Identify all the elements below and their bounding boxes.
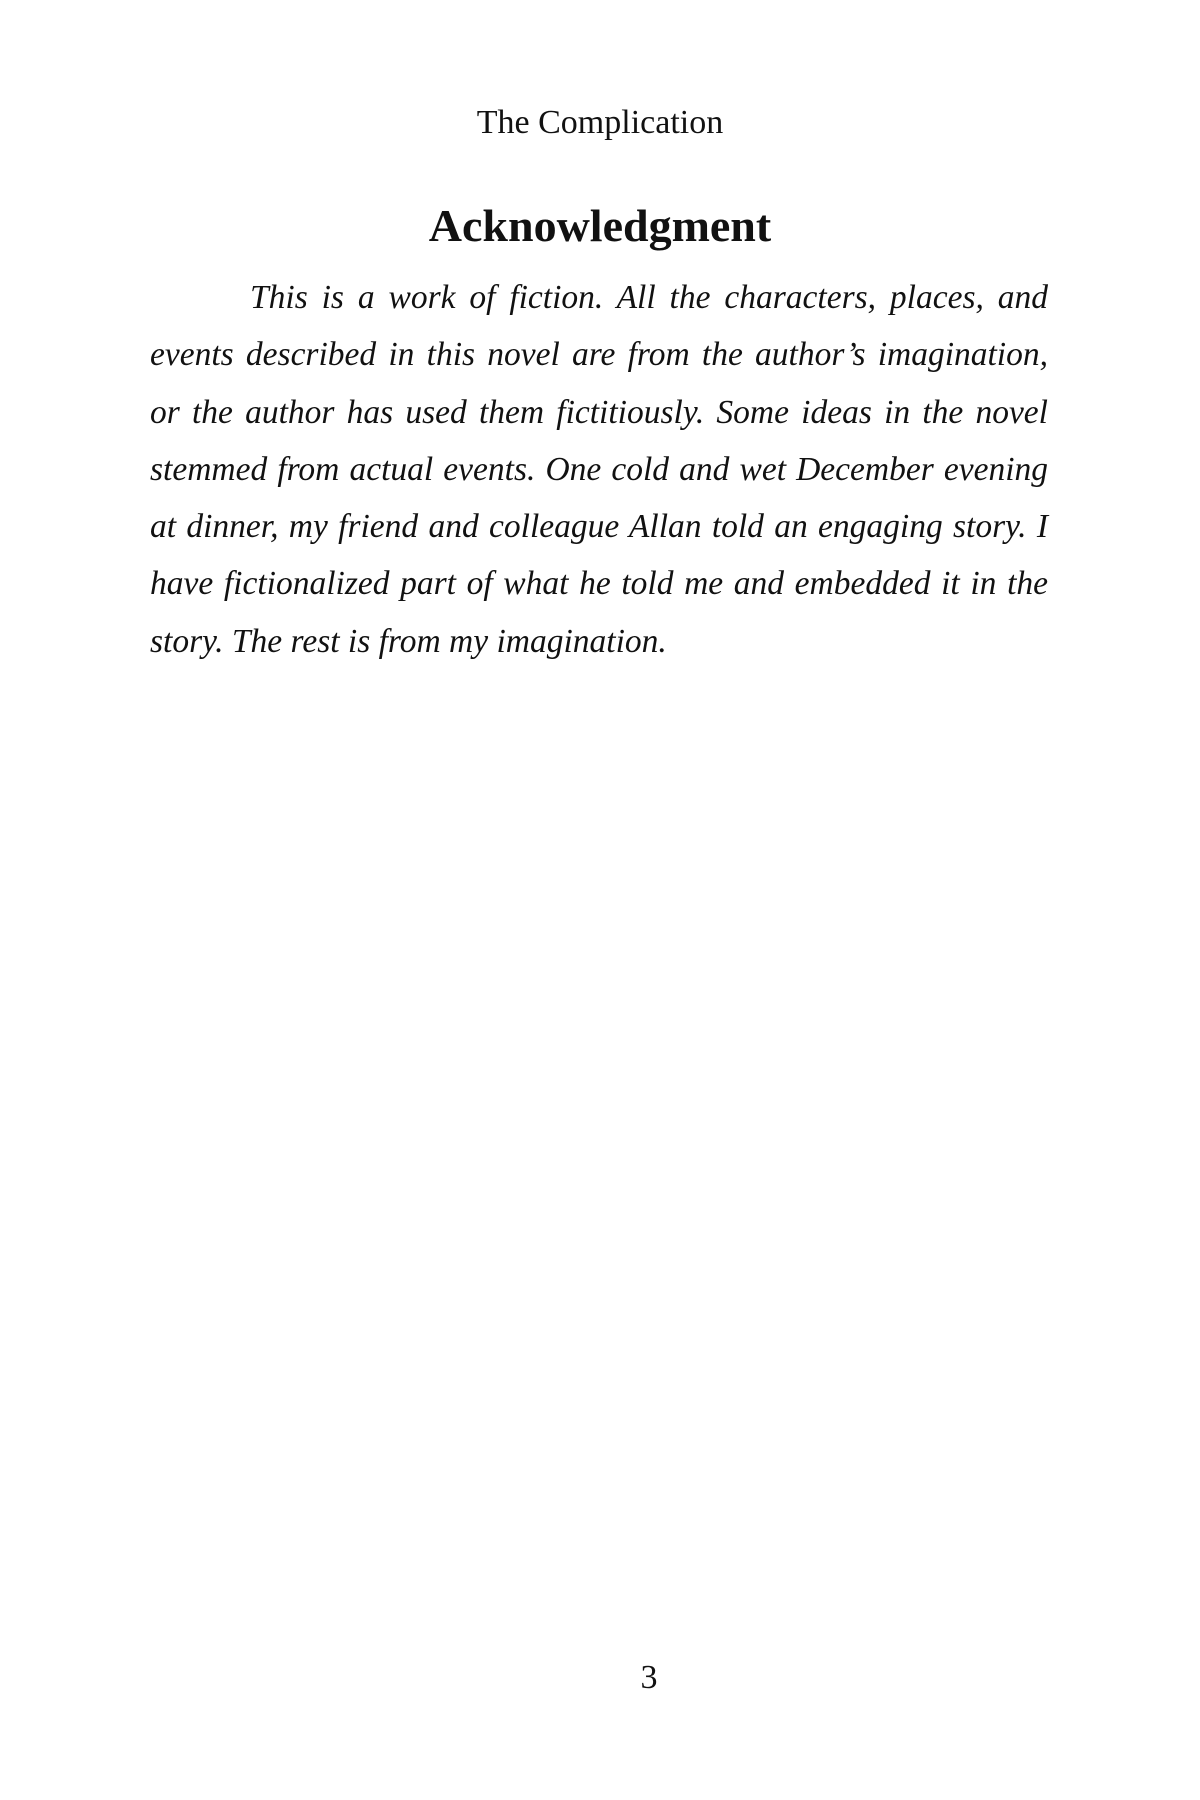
running-header: The Complication [476, 104, 724, 141]
page-number: 3 [640, 1659, 658, 1696]
page-title: Acknowledgment [428, 200, 772, 251]
acknowledgment-paragraph: This is a work of fiction. All the characters, places, and events described in this novel are from the author’s imagination, or the author has used them fictitiously. Some ideas in the novel stemmed from actual events. One cold and wet December evening at dinner, my friend and colleague Allan told an engaging story. I have fictionalized part of what he told me and embedded it in the story. The rest is from my imagination. [150, 279, 1048, 660]
